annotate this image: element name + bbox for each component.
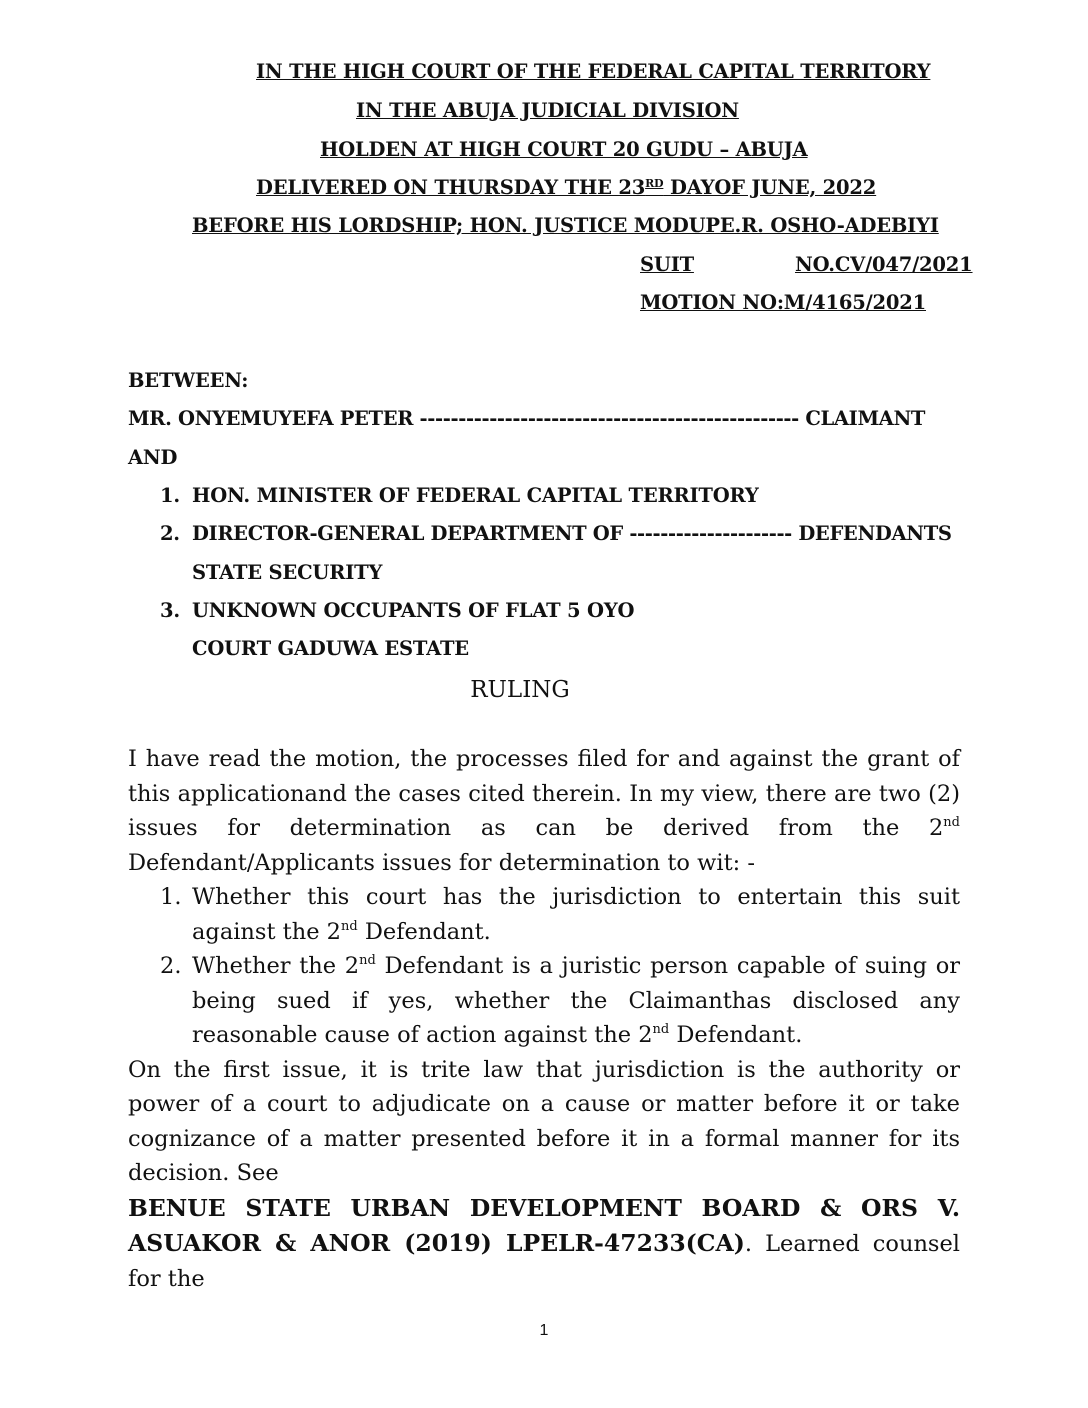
issue-1-number: 1.: [160, 884, 182, 910]
defendant-2-continued: STATE SECURITY: [192, 561, 383, 584]
issue-2-number: 2.: [160, 953, 182, 979]
issue-1: [128, 880, 960, 949]
issue-2-rest: Defendant.: [669, 1022, 803, 1048]
defendant-2-number: 2.: [160, 522, 180, 545]
paragraph-jurisdiction: On the first issue, it is trite law that jurisdiction is the authority or power of a court to adjudicate on a cause or matter before it or take cognizance of a matter presented before it in a formal manner for its decision. See: [128, 1056, 960, 1186]
issue-2-middle: Defendant is a juristic person capable of suing or being sued if yes, whether the Claimanthas disclosed any reasonable cause of action against the 2: [192, 953, 960, 1048]
defendant-1-number: 1.: [160, 484, 180, 507]
defendant-1: [160, 484, 759, 507]
ruling-title: RULING: [470, 677, 570, 703]
ruling-body: [128, 742, 960, 1296]
paragraph-intro-text: I have read the motion, the processes filed for and against the grant of this applicationand the cases cited therein. In my view, there are two (2) issues for determination as can be derived from the 2: [128, 746, 960, 841]
defendant-3: [160, 599, 634, 622]
defendant-3-name: UNKNOWN OCCUPANTS OF FLAT 5 OYO: [192, 599, 635, 622]
delivery-date-text: DELIVERED ON THURSDAY THE 23: [256, 176, 646, 199]
case-citation: BENUE STATE URBAN DEVELOPMENT BOARD & ORS V. ASUAKOR & ANOR (2019) LPELR-47233(CA): [128, 1193, 960, 1257]
ordinal-suffix: nd: [652, 1022, 670, 1037]
page-number: 1: [539, 1322, 549, 1339]
case-citation-continued: . Learned counsel for the: [128, 1231, 960, 1292]
suit-label: SUIT: [640, 253, 694, 276]
judicial-division: IN THE ABUJA JUDICIAL DIVISION: [356, 99, 739, 122]
issue-2: [128, 949, 960, 1053]
and-label: AND: [128, 446, 178, 469]
defendant-2-name: DIRECTOR-GENERAL DEPARTMENT OF --------------------- DEFENDANTS: [192, 522, 952, 545]
paragraph-intro-rest: Defendant/Applicants issues for determination to wit: -: [128, 849, 755, 876]
defendant-3-number: 3.: [160, 599, 180, 622]
paragraph-case-citation: [128, 1191, 960, 1297]
paragraph-intro: [128, 742, 960, 880]
delivery-date-rest: DAYOF JUNE, 2022: [663, 176, 877, 199]
court-title: IN THE HIGH COURT OF THE FEDERAL CAPITAL TERRITORY: [256, 60, 931, 83]
ordinal-suffix: nd: [359, 953, 376, 968]
claimant-line: MR. ONYEMUYEFA PETER ------------------------------------------------- CLAIMANT: [128, 407, 926, 430]
delivery-date: [256, 176, 876, 199]
motion-number: MOTION NO:M/4165/2021: [640, 291, 926, 314]
presiding-judge: BEFORE HIS LORDSHIP; HON. JUSTICE MODUPE.R. OSHO-ADEBIYI: [192, 214, 939, 237]
issue-2-text: Whether the 2: [192, 953, 360, 979]
defendant-3-continued: COURT GADUWA ESTATE: [192, 637, 469, 660]
issue-1-text: Whether this court has the jurisdiction to entertain this suit against the 2: [192, 884, 960, 945]
ordinal-suffix: nd: [943, 815, 960, 830]
date-ordinal: RD: [645, 177, 664, 190]
between-label: BETWEEN:: [128, 369, 249, 392]
issue-1-rest: Defendant.: [357, 918, 491, 945]
suit-number: NO.CV/047/2021: [795, 253, 973, 276]
defendant-1-name: HON. MINISTER OF FEDERAL CAPITAL TERRITORY: [192, 484, 759, 507]
ordinal-suffix: nd: [340, 918, 358, 934]
court-location: HOLDEN AT HIGH COURT 20 GUDU – ABUJA: [320, 138, 808, 161]
defendant-2: [160, 522, 952, 545]
